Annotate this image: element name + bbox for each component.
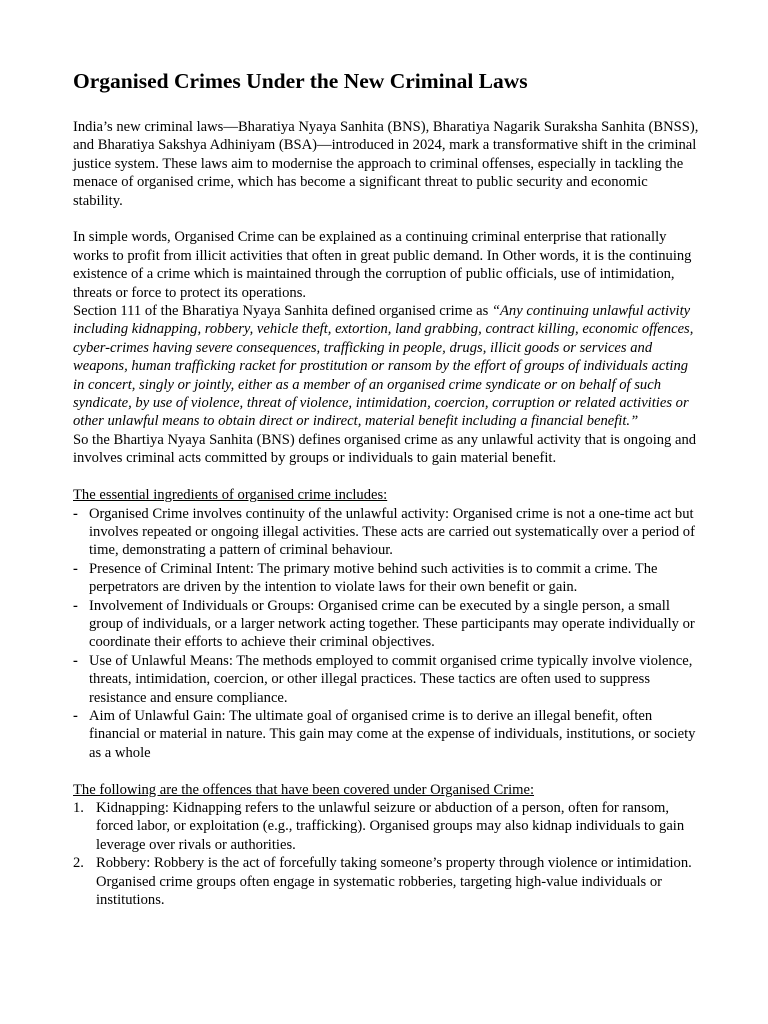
paragraph-gap xyxy=(73,762,699,780)
section-111-paragraph xyxy=(73,302,699,431)
list-item xyxy=(73,707,699,762)
bullet-dash: - xyxy=(73,560,78,577)
page-title: Organised Crimes Under the New Criminal Laws xyxy=(73,69,528,93)
bullet-dash: - xyxy=(73,652,78,669)
section-quote: “Any continuing unlawful activity including kidnapping, robbery, vehicle theft, extortion, land grabbing, contract killing, economic offences, cyber-crimes having severe consequences, trafficking in people, drugs, illicit goods or services and weapons, human trafficking racket for prostitution or ransom by the effort of groups of individuals acting in concert, singly or jointly, either as a member of an organised crime syndicate or on behalf of such syndicate, by use of violence, threat of violence, intimidation, coercion, corruption or related activities or other unlawful means to obtain direct or indirect, material benefit including a financial benefit.” xyxy=(73,303,694,430)
list-item xyxy=(73,597,699,652)
list-item-text: Use of Unlawful Means: The methods employed to commit organised crime typically involve violence, threats, intimidation, coercion, or other illegal practices. These tactics are often used to suppress resistance and ensure compliance. xyxy=(89,652,693,706)
document-page xyxy=(73,66,699,909)
bullet-dash: - xyxy=(73,597,78,614)
intro-paragraph: India’s new criminal laws—Bharatiya Nyaya Sanhita (BNS), Bharatiya Nagarik Suraksha Sanhita (BNSS), and Bharatiya Sakshya Adhiniyam (BSA)—introduced in 2024, mark a transformative shift in the criminal justice system. These laws aim to modernise the approach to criminal offenses, especially in tackling the menace of organised crime, which has become a significant threat to public security and economic stability. xyxy=(73,119,699,209)
list-item-text: Organised Crime involves continuity of the unlawful activity: Organised crime is not a one-time act but involves repeated or ongoing illegal activities. These acts are carried out systematically over a period of time, demonstrating a pattern of criminal behaviour. xyxy=(89,505,695,559)
list-item-text: Robbery: Robbery is the act of forcefully taking someone’s property through violence or intimidation. Organised crime groups often engage in systematic robberies, targeting high-value individuals or institutions. xyxy=(96,855,692,909)
definition-paragraph: In simple words, Organised Crime can be explained as a continuing criminal enterprise that rationally works to profit from illicit activities that often in great public demand. In Other words, it is the continuing existence of a crime which is maintained through the corruption of public officials, use of intimidation, threats or force to protect its operations. xyxy=(73,229,692,301)
list-item xyxy=(73,652,699,707)
paragraph-gap xyxy=(73,210,699,228)
list-item-text: Aim of Unlawful Gain: The ultimate goal of organised crime is to derive an illegal benefit, often financial or material in nature. This gain may come at the expense of individuals, institutions, or society as a whole xyxy=(89,707,696,761)
paragraph-gap xyxy=(73,468,699,486)
ingredients-list xyxy=(73,505,699,763)
section-lead-text: Section 111 of the Bharatiya Nyaya Sanhita defined organised crime as xyxy=(73,303,492,320)
list-number: 2. xyxy=(73,855,84,872)
list-number: 1. xyxy=(73,799,84,816)
offences-list xyxy=(73,799,699,909)
summary-paragraph: So the Bhartiya Nyaya Sanhita (BNS) defines organised crime as any unlawful activity that is ongoing and involves criminal acts committed by groups or individuals to gain material benefit. xyxy=(73,431,697,467)
list-item xyxy=(73,560,699,597)
list-item-text: Presence of Criminal Intent: The primary motive behind such activities is to commit a crime. The perpetrators are driven by the intention to violate laws for their own benefit or gain. xyxy=(89,560,658,596)
list-item-text: Involvement of Individuals or Groups: Organised crime can be executed by a single person, a small group of individuals, or a larger network acting together. These participants may operate individually or coordinate their efforts to achieve their criminal objectives. xyxy=(89,597,695,651)
list-item-text: Kidnapping: Kidnapping refers to the unlawful seizure or abduction of a person, often for ransom, forced labor, or exploitation (e.g., trafficking). Organised groups may also kidnap individuals to gain leverage over rivals or authorities. xyxy=(96,799,685,853)
list-item xyxy=(73,505,699,560)
list-item xyxy=(73,854,699,909)
bullet-dash: - xyxy=(73,707,78,724)
list-item xyxy=(73,799,699,854)
ingredients-heading: The essential ingredients of organised crime includes: xyxy=(73,487,388,504)
bullet-dash: - xyxy=(73,505,78,522)
offences-heading: The following are the offences that have been covered under Organised Crime: xyxy=(73,781,535,798)
